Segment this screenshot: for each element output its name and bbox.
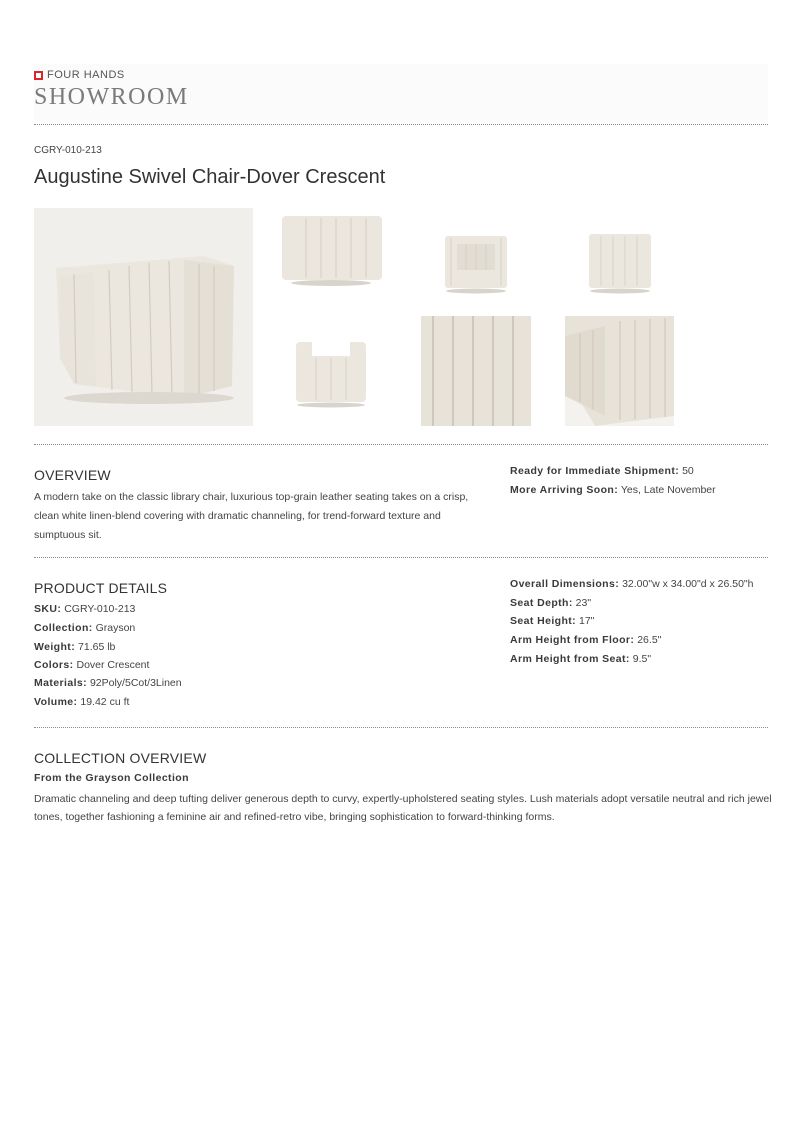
main-chair-image xyxy=(34,208,253,426)
detail-seat-depth xyxy=(510,597,591,609)
detail-colors xyxy=(34,659,149,671)
detail-label: Arm Height from Floor: xyxy=(510,634,635,646)
arm-detail-image xyxy=(565,316,674,426)
front-view-image xyxy=(421,208,531,306)
ready-shipment-label: Ready for Immediate Shipment: xyxy=(510,465,680,477)
detail-arm-height-seat xyxy=(510,653,651,665)
more-arriving xyxy=(510,484,716,496)
detail-value: Dover Crescent xyxy=(76,659,150,671)
detail-label: Overall Dimensions: xyxy=(510,578,620,590)
detail-sku xyxy=(34,603,135,615)
detail-value: 92Poly/5Cot/3Linen xyxy=(89,677,182,689)
detail-collection xyxy=(34,622,135,634)
ready-shipment-value: 50 xyxy=(682,465,694,477)
brand-logo xyxy=(34,69,125,81)
overview-heading: OVERVIEW xyxy=(34,467,111,483)
divider xyxy=(34,444,768,445)
more-arriving-value: Yes, Late November xyxy=(620,484,716,496)
detail-volume xyxy=(34,696,129,708)
detail-label: Seat Depth: xyxy=(510,597,573,609)
detail-value: 32.00"w x 34.00"d x 26.50"h xyxy=(622,578,754,590)
detail-value: 9.5" xyxy=(632,653,652,665)
detail-value: 19.42 cu ft xyxy=(80,696,130,708)
detail-label: Collection: xyxy=(34,622,93,634)
detail-weight xyxy=(34,641,115,653)
divider xyxy=(34,727,768,728)
detail-label: Materials: xyxy=(34,677,88,689)
detail-value: 26.5" xyxy=(637,634,662,646)
detail-label: Seat Height: xyxy=(510,615,577,627)
detail-value: CGRY-010-213 xyxy=(64,603,136,615)
overview-text: A modern take on the classic library chair, luxurious top-grain leather seating takes on a crisp, clean white linen-blend covering with dramatic channeling, for trend-forward texture and sumptuous sit. xyxy=(34,491,469,541)
detail-label: SKU: xyxy=(34,603,62,615)
detail-arm-height-floor xyxy=(510,634,661,646)
detail-materials xyxy=(34,677,182,689)
detail-value: 17" xyxy=(578,615,595,627)
detail-value: 23" xyxy=(575,597,592,609)
detail-label: Volume: xyxy=(34,696,78,708)
fabric-detail-image xyxy=(421,316,531,426)
collection-heading: COLLECTION OVERVIEW xyxy=(34,750,207,766)
detail-label: Weight: xyxy=(34,641,76,653)
brand-name: FOUR HANDS xyxy=(47,69,125,81)
product-sku: CGRY-010-213 xyxy=(34,145,102,156)
divider xyxy=(34,124,768,125)
detail-value: Grayson xyxy=(95,622,136,634)
rear-low-view-image xyxy=(276,316,386,426)
showroom-title: SHOWROOM xyxy=(34,84,189,110)
side-view-image xyxy=(276,208,386,290)
detail-label: Arm Height from Seat: xyxy=(510,653,630,665)
details-heading: PRODUCT DETAILS xyxy=(34,580,168,596)
product-title: Augustine Swivel Chair-Dover Crescent xyxy=(34,166,386,188)
brand-square-icon xyxy=(34,71,43,80)
detail-value: 71.65 lb xyxy=(78,641,116,653)
collection-text: Dramatic channeling and deep tufting deliver generous depth to curvy, expertly-upholstered seating styles. Lush materials adopt versatile neutral and rich jewel tones, together fashioning a feminine air and refined-retro vibe, bringing sophistication to forward-thinking forms. xyxy=(34,793,772,823)
detail-overall-dimensions xyxy=(510,578,754,590)
ready-shipment xyxy=(510,465,694,477)
back-view-image xyxy=(565,208,674,306)
detail-label: Colors: xyxy=(34,659,74,671)
divider xyxy=(34,557,768,558)
collection-subheading: From the Grayson Collection xyxy=(34,772,189,784)
more-arriving-label: More Arriving Soon: xyxy=(510,484,619,496)
detail-seat-height xyxy=(510,615,594,627)
